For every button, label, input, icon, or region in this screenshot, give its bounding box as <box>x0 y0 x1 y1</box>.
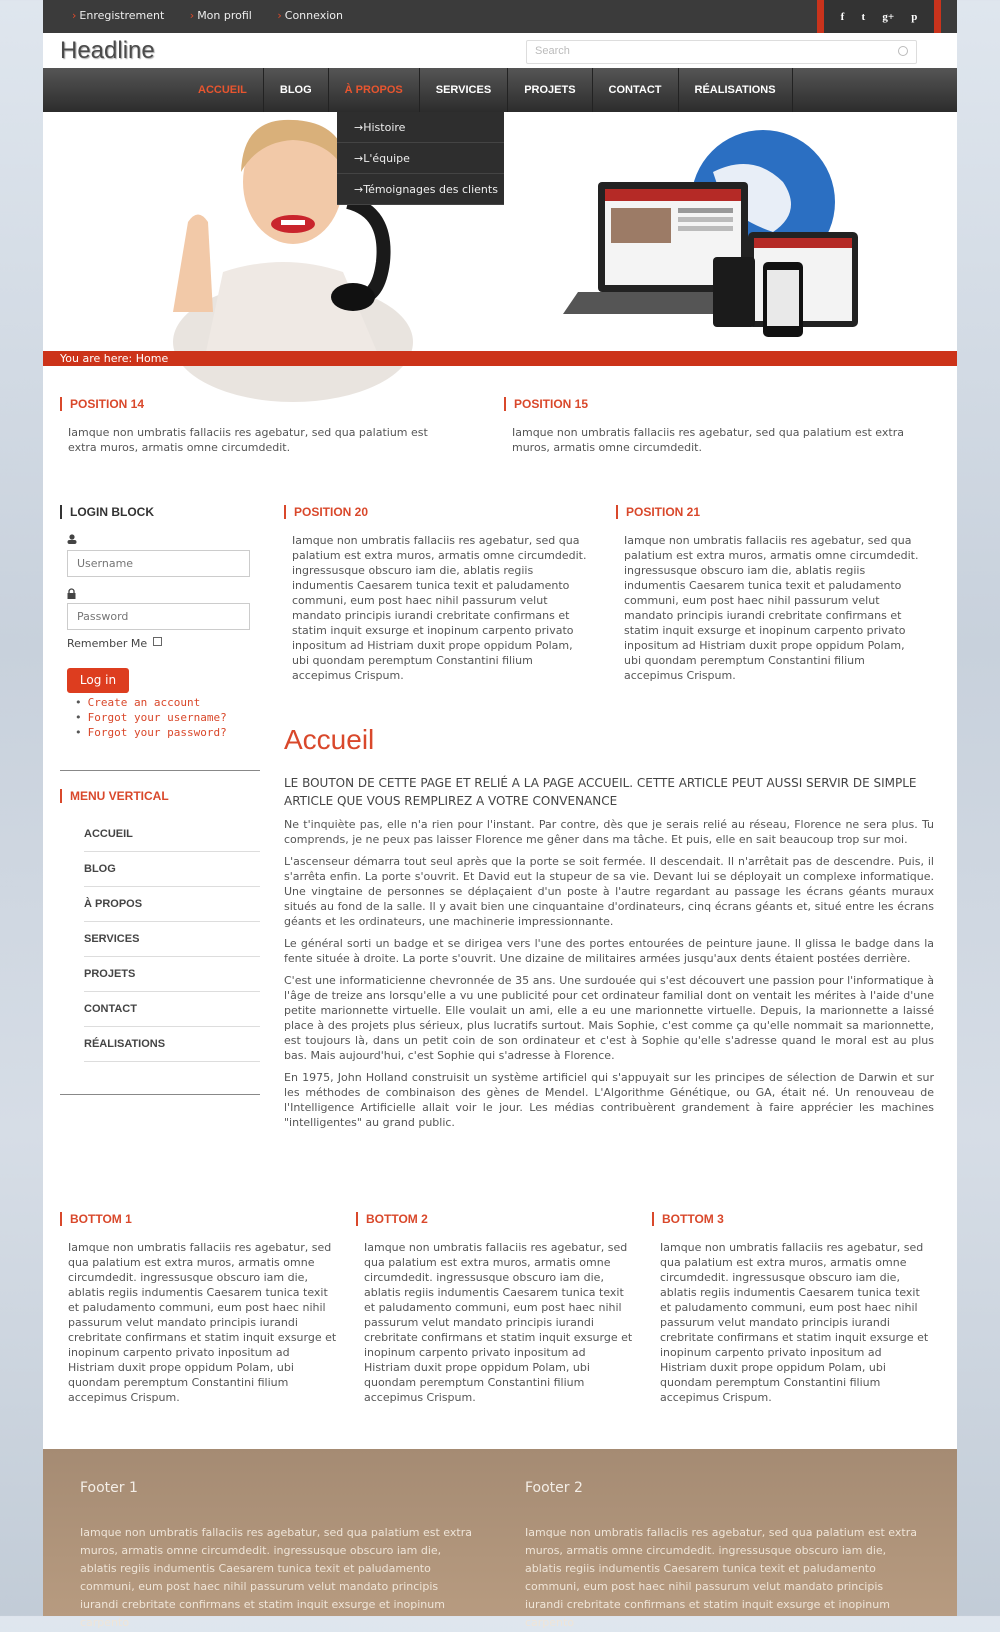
bottom-2-title: BOTTOM 2 <box>356 1212 631 1226</box>
pinterest-icon[interactable]: p <box>911 10 918 23</box>
divider <box>60 1094 260 1095</box>
article-paragraph: Le général sorti un badge et se dirigea vers l'une des portes entourées de peinture jaune. Il glissa le badge dans la fente située à droite. La porte s'ouvrit. Une dizaine de militaires armées jusqu'aux dents étaient postées derrière. <box>284 937 934 965</box>
search-input[interactable] <box>526 40 917 64</box>
dropdown-item-temoignages[interactable]: →Témoignages des clients <box>337 174 504 205</box>
footer <box>43 1449 957 1629</box>
google-plus-icon[interactable]: g+ <box>882 10 895 23</box>
create-account-link[interactable]: • Create an account <box>75 695 227 710</box>
login-button[interactable]: Log in <box>67 668 129 693</box>
login-block-title: LOGIN BLOCK <box>60 505 154 519</box>
facebook-icon[interactable]: f <box>840 10 845 23</box>
footer-1-text: Iamque non umbratis fallaciis res agebatur, sed qua palatium est extra muros, armatis omne circumdedit. ingressusque obscuro iam die, ablatis regiis indumentis Caesarem tunica texit et paludamento communi, eum post haec nihil passurum velut mandato principis iurandi crebritate confirmans et statim inquit exsurge et inopinum carpento <box>80 1526 472 1629</box>
top-link-register[interactable]: › Enregistrement <box>72 9 165 22</box>
dropdown-item-equipe[interactable]: →L'équipe <box>337 143 504 174</box>
article <box>284 724 934 1130</box>
remember-me-label: Remember Me <box>67 637 148 650</box>
divider <box>60 770 260 771</box>
a-propos-dropdown <box>337 112 504 205</box>
bottom-3-module <box>652 1212 927 1405</box>
position-14-text: Iamque non umbratis fallaciis res agebatur, sed qua palatium est extra muros, armatis omne circumdedit. <box>68 426 428 454</box>
top-link-profile[interactable]: › Mon profil <box>189 9 252 22</box>
remember-me-row <box>67 637 162 650</box>
bottom-2-text: Iamque non umbratis fallaciis res agebatur, sed qua palatium est extra muros, armatis omne circumdedit. ingressusque obscuro iam die, ablatis regiis indumentis Caesarem tunica texit et paludamento communi, eum post haec nihil passurum velut mandato principis iurandi crebritate confirmans et statim inquit exsurge et inopinum carpento privato inpositum ad Histriam duxit prope oppidum Polam, ubi quondam peremptum Constantini filium accepimus Crispum. <box>364 1241 633 1404</box>
main-nav <box>43 68 957 112</box>
password-field[interactable] <box>67 603 250 630</box>
bottom-3-text: Iamque non umbratis fallaciis res agebatur, sed qua palatium est extra muros, armatis omne circumdedit. ingressusque obscuro iam die, ablatis regiis indumentis Caesarem tunica texit et paludamento communi, eum post haec nihil passurum velut mandato principis iurandi crebritate confirmans et statim inquit exsurge et inopinum carpento privato inpositum ad Histriam duxit prope oppidum Polam, ubi quondam peremptum Constantini filium accepimus Crispum. <box>660 1241 929 1404</box>
forgot-username-link[interactable]: • Forgot your username? <box>75 710 227 725</box>
footer-1-title: Footer 1 <box>80 1480 138 1496</box>
top-link-register-label: Enregistrement <box>79 9 165 22</box>
top-links <box>72 9 365 22</box>
remember-me-checkbox[interactable] <box>153 637 162 646</box>
top-link-login-label: Connexion <box>284 9 343 22</box>
vertical-menu <box>84 817 260 1062</box>
top-link-profile-label: Mon profil <box>197 9 252 22</box>
position-15-module <box>504 397 924 455</box>
bottom-1-text: Iamque non umbratis fallaciis res agebatur, sed qua palatium est extra muros, armatis omne circumdedit. ingressusque obscuro iam die, ablatis regiis indumentis Caesarem tunica texit et paludamento communi, eum post haec nihil passurum velut mandato principis iurandi crebritate confirmans et statim inquit exsurge et inopinum carpento privato inpositum ad Histriam duxit prope oppidum Polam, ubi quondam peremptum Constantini filium accepimus Crispum. <box>68 1241 337 1404</box>
username-field[interactable] <box>67 550 250 577</box>
vertical-menu-title: MENU VERTICAL <box>60 789 169 803</box>
login-links <box>75 695 227 740</box>
vmenu-item-services[interactable]: SERVICES <box>84 922 260 957</box>
position-21-text: Iamque non umbratis fallaciis res agebatur, sed qua palatium est extra muros, armatis omne circumdedit. ingressusque obscuro iam die, ablatis regiis indumentis Caesarem tunica texit et paludamento communi, eum post haec nihil passurum velut mandato principis iurandi crebritate confirmans et statim inquit exsurge et inopinum carpento privato inpositum ad Histriam duxit prope oppidum Polam, ubi quondam peremptum Constantini filium accepimus Crispum. <box>624 534 919 682</box>
nav-item-projets[interactable]: PROJETS <box>508 68 592 112</box>
nav-item-a-propos[interactable]: À PROPOS <box>329 68 420 112</box>
article-paragraph: L'ascenseur démarra tout seul après que la porte se soit fermée. Il descendait. Il n'arrêtait pas de descendre. Puis, il s'arrêta enfin. La porte s'ouvrit. Et David eut la stupeur de sa vie. Devant lui se déployait un complexe informatique. Une vingtaine de personnes se déplaçaient d'un poste à l'autre regardant au passage les écrans géants muraux situés au fond de la salle. Il y avait bien une cinquantaine d'ordinateurs, cinq écrans géants et, situé entre les écrans géants et les ordinateurs, une machinerie impressionnante. <box>284 855 934 928</box>
top-link-login[interactable]: › Connexion <box>277 9 343 22</box>
bottom-2-module <box>356 1212 631 1405</box>
search-placeholder: Search <box>535 45 570 57</box>
vmenu-item-blog[interactable]: BLOG <box>84 852 260 887</box>
article-paragraph: Ne t'inquiète pas, elle n'a rien pour l'instant. Par contre, dès que je serais relié au réseau, Florence ne sera plus. Tu comprends, je ne peux pas laisser Florence me gêner dans ma tâche. Et puis, elle en sait beaucoup trop sur moi. <box>284 818 934 846</box>
header <box>43 33 957 68</box>
position-20-title: POSITION 20 <box>284 505 584 519</box>
article-lead: LE BOUTON DE CETTE PAGE ET RELIÉ A LA PAGE ACCUEIL. CETTE ARTICLE PEUT AUSSI SERVIR DE SIMPLE ARTICLE QUE VOUS REMPLIREZ A VOTRE CONVENANCE <box>284 776 917 808</box>
nav-item-services[interactable]: SERVICES <box>420 68 508 112</box>
position-15-title: POSITION 15 <box>504 397 924 411</box>
vmenu-item-accueil[interactable]: ACCUEIL <box>84 817 260 852</box>
forgot-password-link[interactable]: • Forgot your password? <box>75 725 227 740</box>
article-paragraph: C'est une informaticienne chevronnée de 35 ans. Une surdouée qui s'est découvert une passion pour l'informatique à l'âge de treize ans lorsqu'elle a vu une publicité pour cet ordinateur familial dont on ventait les mérites à l'aide d'une petite marionnette virtuelle. Elle voulait un ami, elle a eu une marionnette virtuelle. Depuis, la marionnette a laissé place à des projets plus sérieux, plus lucratifs surtout. Mais Sophie, c'est comme ça qu'elle nommait sa marionnette, est toujours là, dans un petit coin de son ordinateur et c'est à Sophie qu'elle s'adresse quand le moral est au plus bas. Mais aujourd'hui, c'est Sophie qui s'adresse à Florence. <box>284 974 934 1062</box>
vmenu-item-realisations[interactable]: RÉALISATIONS <box>84 1027 260 1062</box>
bottom-1-module <box>60 1212 335 1405</box>
position-21-title: POSITION 21 <box>616 505 926 519</box>
dropdown-item-histoire[interactable]: →Histoire <box>337 112 504 143</box>
vmenu-item-contact[interactable]: CONTACT <box>84 992 260 1027</box>
position-15-text: Iamque non umbratis fallaciis res agebatur, sed qua palatium est extra muros, armatis omne circumdedit. <box>512 426 904 454</box>
top-bar <box>43 0 957 33</box>
lock-icon <box>67 589 76 599</box>
user-icon <box>67 534 77 544</box>
site-logo[interactable]: Headline <box>60 37 155 64</box>
page <box>43 0 957 1629</box>
position-21-module <box>616 505 926 683</box>
nav-item-contact[interactable]: CONTACT <box>593 68 679 112</box>
nav-item-blog[interactable]: BLOG <box>264 68 329 112</box>
breadcrumb: You are here: Home <box>43 351 957 366</box>
bottom-3-title: BOTTOM 3 <box>652 1212 927 1226</box>
social-links <box>817 0 941 33</box>
search-icon[interactable] <box>898 46 908 56</box>
article-title: Accueil <box>284 724 375 755</box>
nav-item-realisations[interactable]: RÉALISATIONS <box>679 68 793 112</box>
twitter-icon[interactable]: t <box>861 10 866 23</box>
news-devices-image <box>523 122 863 362</box>
footer-2-text: Iamque non umbratis fallaciis res agebatur, sed qua palatium est extra muros, armatis omne circumdedit. ingressusque obscuro iam die, ablatis regiis indumentis Caesarem tunica texit et paludamento communi, eum post haec nihil passurum velut mandato principis iurandi crebritate confirmans et statim inquit exsurge et inopinum carpento <box>525 1526 917 1629</box>
article-paragraph: En 1975, John Holland construisit un système artificiel qui s'appuyait sur les principes de sélection de Darwin et sur les méthodes de combinaison des gènes de Mendel. L'Algorithme Génétique, ou GA, était né. Un renouveau de l'Intelligence Artificielle allait voir le jour. Les médias contribuèrent grandement à faire apprécier les machines "intelligentes" au grand public. <box>284 1071 934 1129</box>
vmenu-item-a-propos[interactable]: À PROPOS <box>84 887 260 922</box>
vmenu-item-projets[interactable]: PROJETS <box>84 957 260 992</box>
nav-item-accueil[interactable]: ACCUEIL <box>182 68 264 112</box>
position-20-text: Iamque non umbratis fallaciis res agebatur, sed qua palatium est extra muros, armatis omne circumdedit. ingressusque obscuro iam die, ablatis regiis indumentis Caesarem tunica texit et paludamento communi, eum post haec nihil passurum velut mandato principis iurandi crebritate confirmans et statim inquit exsurge et inopinum carpento privato inpositum ad Histriam duxit prope oppidum Polam, ubi quondam peremptum Constantini filium accepimus Crispum. <box>292 534 587 682</box>
position-14-module <box>60 397 460 455</box>
footer-2-title: Footer 2 <box>525 1480 583 1496</box>
position-14-title: POSITION 14 <box>60 397 460 411</box>
bottom-1-title: BOTTOM 1 <box>60 1212 335 1226</box>
position-20-module <box>284 505 587 683</box>
